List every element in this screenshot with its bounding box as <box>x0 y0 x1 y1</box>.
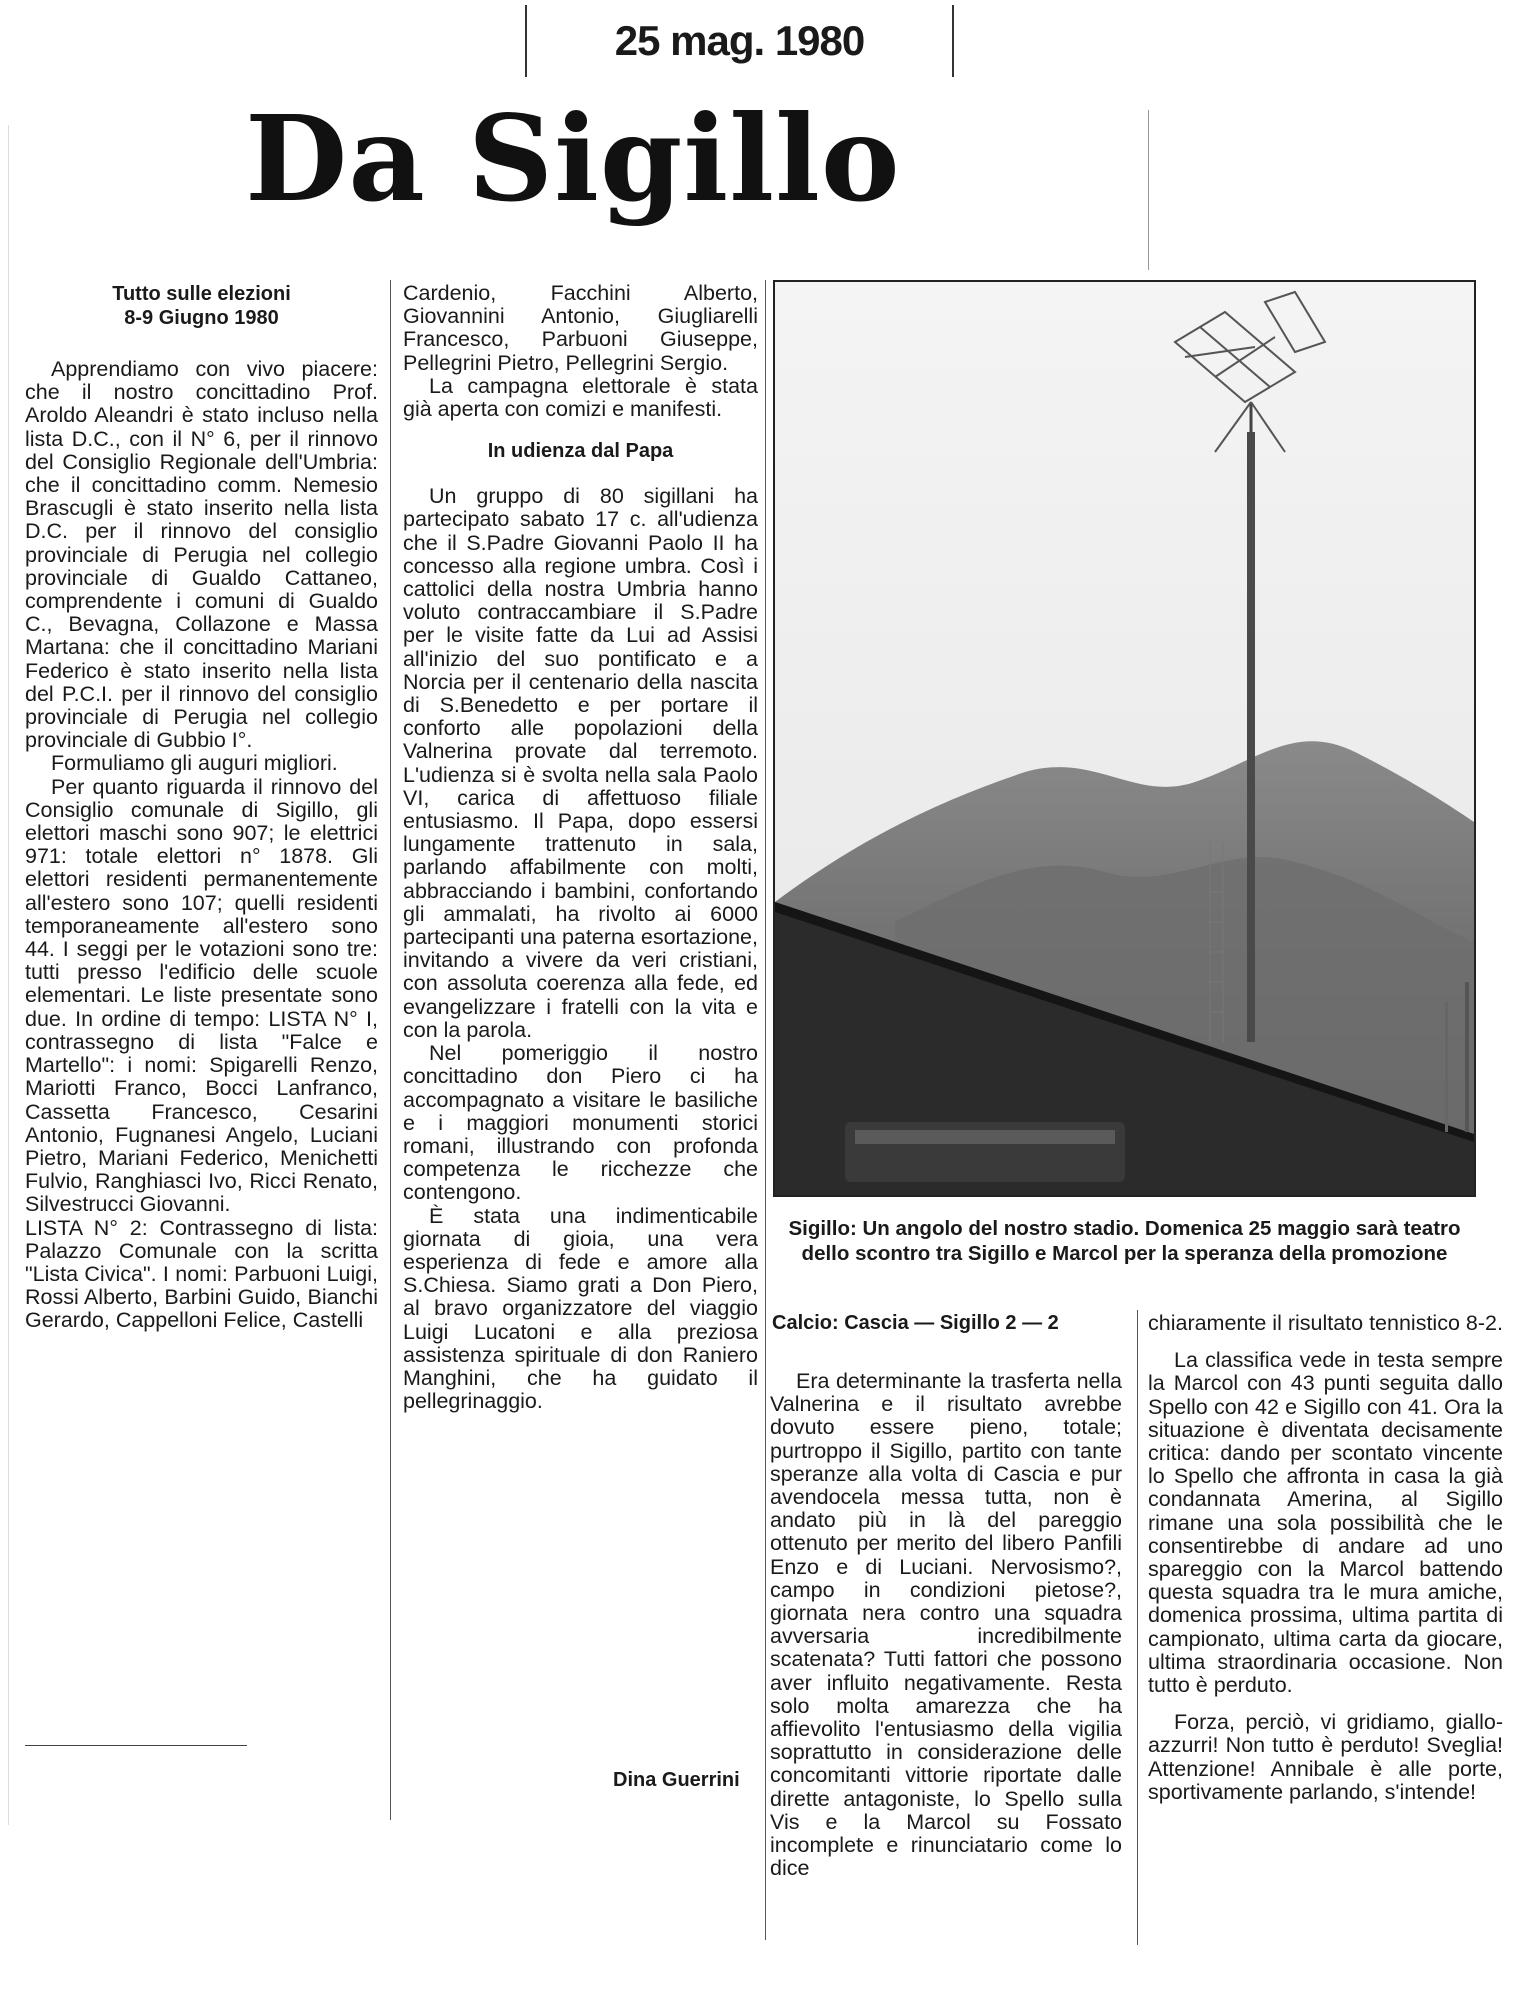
section-heading-elections-line2: 8-9 Giugno 1980 <box>124 307 279 329</box>
paragraph: La campagna elettorale è stata già aperta con comizi e manifesti. <box>403 373 758 422</box>
article-headline: Da Sigillo <box>245 89 901 228</box>
section-heading-elections-line1: Tutto sulle elezioni <box>112 283 291 305</box>
photo-caption: Sigillo: Un angolo del nostro stadio. Domenica 25 maggio sarà teatro dello scontro tra Sigillo e Marcol per la speranza della promozione <box>788 1217 1461 1265</box>
column-elections <box>25 282 378 1333</box>
paragraph: Forza, perciò, vi gridiamo, giallo-azzurri! Non tutto è perduto! Sveglia! Attenzione! Annibale è alle porte, sportivamente parlando, s'intende! <box>1148 1710 1503 1804</box>
stadium-photo-image <box>775 282 1474 1195</box>
column-divider <box>765 280 766 1940</box>
author-signature: Dina Guerrini <box>613 1769 740 1791</box>
column-standings <box>1148 1312 1503 1804</box>
stadium-photo <box>773 280 1476 1197</box>
margin-rule <box>1148 110 1149 270</box>
date-stamp: 25 mag. 1980 <box>525 5 954 77</box>
paragraph: Apprendiamo con vivo piacere: che il nostro concittadino Prof. Aroldo Aleandri è stato incluso nella lista D.C., con il N° 6, per il rinnovo del Consiglio Regionale dell'Umbria: che il concittadino comm. Nemesio Brascugli è stato inserito nella lista D.C. per il rinnovo del consiglio provinciale di Perugia nel collegio provinciale di Gualdo Cattaneo, comprendente i comuni di Gualdo C., Bevagna, Collazone e Massa Martana: che il concittadino Mariani Federico è stato inserito nella lista del P.C.I. per il rinnovo del consiglio provinciale di Perugia nel collegio provinciale di Gubbio I°. <box>25 357 378 753</box>
column-divider <box>1137 1310 1138 1945</box>
paragraph: Cardenio, Facchini Alberto, Giovannini Antonio, Giugliarelli Francesco, Parbuoni Giuseppe, Pellegrini Pietro, Pellegrini Sergio. <box>403 281 758 375</box>
paragraph: Era determinante la trasferta nella Valnerina e il risultato avrebbe dovuto essere pieno, totale; purtroppo il Sigillo, partito con tante speranze alla volta di Cascia e pur avendocela messa tutta, non è andato più in là del pareggio ottenuto per merito del libero Panfili Enzo e di Luciani. Nervosismo?, campo in condizioni pietose?, giornata nera contro una squadra avversaria incredibilmente scatenata? Tutti fattori che possono aver influito negativamente. Resta solo molta amarezza che ha affievolito l'entusiasmo della vigilia soprattutto in considerazione delle concomitanti vittorie riportate dalle dirette antagoniste, lo Spello sulla Vis e la Marcol su Fossato incomplete e rinunciatario come lo dice <box>770 1369 1122 1881</box>
column-end-rule <box>25 1745 247 1746</box>
left-margin-rule <box>8 125 9 1825</box>
column-divider <box>390 280 391 1820</box>
paragraph: Per quanto riguarda il rinnovo del Consiglio comunale di Sigillo, gli elettori maschi sono 907; le elettrici 971: totale elettori n° 1878. Gli elettori residenti permanentemente all'estero sono 107; quelli residenti temporaneamente all'estero sono 44. I seggi per le votazioni sono tre: tutti presso l'edificio delle scuole elementari. Le liste presentate sono due. In ordine di tempo: LISTA N° I, contrassegno di lista "Falce e Martello": i nomi: Spigarelli Renzo, Mariotti Franco, Bocci Lanfranco, Cassetta Francesco, Cesarini Antonio, Fugnanesi Angelo, Luciani Pietro, Mariani Federico, Menichetti Fulvio, Ranghiasci Ivo, Ricci Renato, Silvestrucci Giovanni. <box>25 774 378 1217</box>
paragraph: Nel pomeriggio il nostro concittadino don Piero ci ha accompagnato a visitare le basiliche e i maggiori monumenti storici romani, illustrando con profonda competenza le ricchezze che contengono. <box>403 1041 758 1205</box>
paragraph: Un gruppo di 80 sigillani ha partecipato sabato 17 c. all'udienza che il S.Padre Giovanni Paolo II ha concesso alla regione umbra. Così i cattolici della nostra Umbria hanno voluto contraccambiare il S.Padre per le visite fatte da Lui ad Assisi all'inizio del suo pontificato e a Norcia per il centenario della nascita di S.Benedetto e per portare il conforto alle popolazioni della Valnerina provate dal terremoto. L'udienza si è svolta nella sala Paolo VI, carica di affettuoso filiale entusiasmo. Il Papa, dopo essersi lungamente trattenuto in sala, parlando affabilmente con molti, abbracciando i bambini, confortando gli ammalati, ha rivolto ai 6000 partecipanti una paterna esortazione, invitando a vivere da veri cristiani, con assoluta coerenza alla fede, ed evangelizzare i fratelli con la vita e con la parola. <box>403 484 758 1042</box>
column-football <box>770 1370 1122 1880</box>
section-heading-papal-audience: In udienza dal Papa <box>487 440 674 463</box>
paragraph: Formuliamo gli auguri migliori. <box>51 751 338 776</box>
column-papal-audience <box>403 282 758 1413</box>
paragraph: chiaramente il risultato tennistico 8-2. <box>1148 1311 1503 1335</box>
paragraph: LISTA N° 2: Contrassegno di lista: Palazzo Comunale con la scritta "Lista Civica". I nomi: Parbuoni Luigi, Rossi Alberto, Barbini Guido, Bianchi Gerardo, Cappelloni Felice, Castelli <box>25 1215 378 1333</box>
paragraph: La classifica vede in testa sempre la Marcol con 43 punti seguita dallo Spello con 42 e Sigillo con 41. Ora la situazione è diventata decisamente critica: dando per scontato vincente lo Spello che affronta in casa la già condannata Amerina, al Sigillo rimane una sola possibilità che le consentirebbe di andare ad uno spareggio con la Marcol battendo questa squadra tra le mura amiche, domenica prossima, ultima partita di campionato, ultima carta da giocare, ultima straordinaria occasione. Non tutto è perduto. <box>1148 1348 1503 1698</box>
section-heading-football: Calcio: Cascia — Sigillo 2 — 2 <box>772 1312 1059 1334</box>
paragraph: È stata una indimenticabile giornata di gioia, una vera esperienza di fede e amore alla S.Chiesa. Siamo grati a Don Piero, al bravo organizzatore del viaggio Luigi Lucatoni e alla preziosa assistenza spirituale di don Raniero Manghini, che ha guidato il pellegrinaggio. <box>403 1203 758 1414</box>
